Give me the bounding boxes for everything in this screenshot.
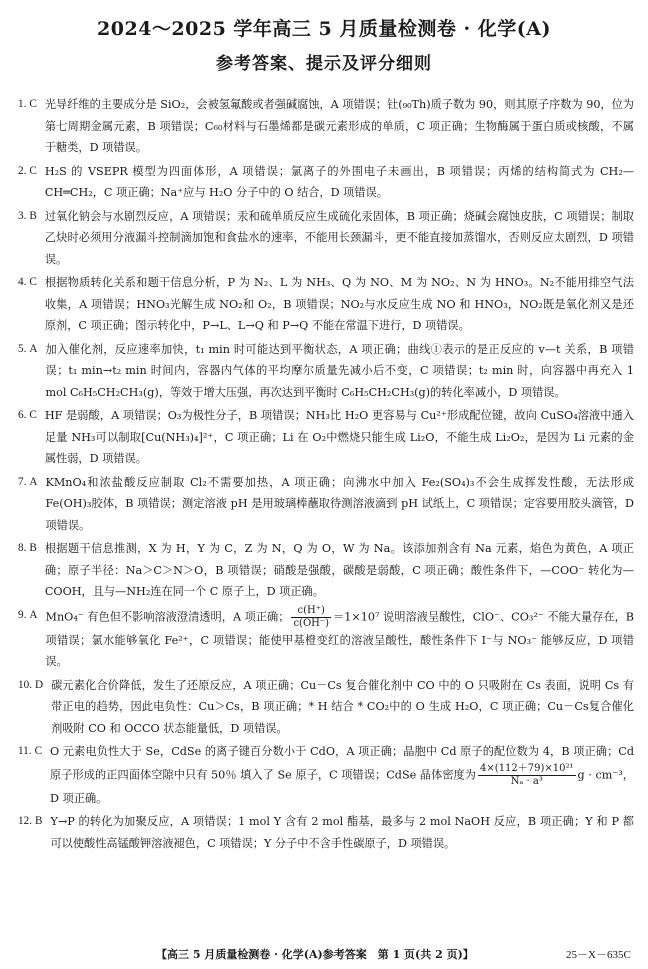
item-explanation: HF 是弱酸，A 项错误；O₃为极性分子，B 项错误；NH₃比 H₂O 更容易与 Cu²⁺形成配位键，故向 CuSO₄溶液中通入足量 NH₃可以制取[Cu(NH₃)₄]²⁺，C 项正确；Li 在 O₂中燃烧只能生成 Li₂O，不能生成 Li₂O₂，是因为 Li 元素的金属性弱，D 项错误。 <box>44 409 634 465</box>
item-number: 4. <box>18 276 27 288</box>
item-answer: B <box>29 209 37 222</box>
fraction-h-over-oh <box>291 605 331 630</box>
answer-item-2 <box>18 161 634 204</box>
page-title: 2024～2025 学年高三 5 月质量检测卷 · 化学(A) <box>97 18 551 40</box>
item-answer: A <box>29 608 38 621</box>
answer-item-9 <box>18 605 634 673</box>
item-explanation: 根据物质转化关系和题干信息分析，P 为 N₂、L 为 NH₃、Q 为 NO、M 为 NO₂、N 为 HNO₃。N₂不能用排空气法收集，A 项错误；HNO₃光解生成 NO₂和 O₂，B 项错误；NO₂与水反应生成 NO 和 HNO₃，NO₂既是氧化剂又是还原剂，C 项正确；图示转化中，P→L、L→Q 和 P→Q 不能在常温下进行，D 项错误。 <box>44 276 634 332</box>
footer-paper-code: 25－X－635C <box>566 949 631 961</box>
item-explanation: H₂S 的 VSEPR 模型为四面体形，A 项错误；氯离子的外围电子未画出，B 项错误；丙烯的结构简式为 CH₂—CH═CH₂，C 项正确；Na⁺应与 H₂O 分子中的 O 结合，D 项错误。 <box>44 164 634 199</box>
answer-item-6 <box>18 405 634 470</box>
item-answer: C <box>29 98 37 110</box>
item-explanation <box>45 605 634 673</box>
item-number: 11. <box>18 745 32 757</box>
item-answer: D <box>34 678 44 691</box>
item-number: 6. <box>18 409 27 421</box>
item-explanation: 光导纤维的主要成分是 SiO₂，会被氢氟酸或者强碱腐蚀，A 项错误；钍(₉₀Th)质子数为 90，则其原子序数为 90，位为第七周期金属元素，B 项错误；C₆₀材料与石墨烯都是碳元素形成的单质，C 项正确；生物酶属于蛋白质或核酸，不属于糖类，D 项错误。 <box>44 98 634 154</box>
answer-item-4 <box>18 272 634 337</box>
fraction-denominator: Nₐ · a³ <box>510 775 543 787</box>
fraction-denominator: c(OH⁻) <box>293 617 330 629</box>
item-explanation: KMnO₄和浓盐酸反应制取 Cl₂不需要加热，A 项正确；向沸水中加入 Fe₂(SO₄)₃不会生成挥发性酸，无法形成 Fe(OH)₃胶体，B 项错误；测定溶液 pH 是用玻璃棒蘸取待测溶液滴到 pH 试纸上，C 项错误；定容要用胶头滴管，D 项错误。 <box>45 475 634 532</box>
answer-item-1 <box>18 94 634 159</box>
item-text-part-a: O 元素电负性大于 Se，CdSe 的离子键百分数小于 CdO，A 项正确；晶胞中 Cd 原子的配位数为 4，B 项正确；Cd 原子形成的正四面体空隙中只有 50％ 填入了 Se 原子，C 项错误；CdSe 晶体密度为 <box>50 745 634 781</box>
fraction-numerator: c(H⁺) <box>291 605 331 618</box>
item-answer: C <box>29 276 37 288</box>
item-number: 8. <box>18 542 27 554</box>
item-explanation: 过氧化钠会与水剧烈反应，A 项错误；汞和硫单质反应生成硫化汞固体，B 项正确；烧碱会腐蚀皮肤，C 项错误；制取乙炔时必须用分液漏斗控制滴加饱和食盐水的速率，不能用长颈漏斗，更不能直接加蒸馏水，否则反应太剧烈，D 项错误。 <box>44 209 634 266</box>
item-number: 9. <box>18 608 27 621</box>
answer-list <box>18 94 634 856</box>
item-number: 5. <box>18 342 27 355</box>
footer-page-info: 【高三 5 月质量检测卷 · 化学(A)参考答案 第 1 页(共 2 页)】 <box>156 948 474 961</box>
item-number: 2. <box>18 164 27 177</box>
item-answer: B <box>29 542 37 554</box>
item-answer: C <box>29 164 37 177</box>
item-number: 1. <box>18 98 27 110</box>
answer-item-12 <box>18 811 634 854</box>
item-explanation: Y→P 的转化为加聚反应，A 项错误；1 mol Y 含有 2 mol 酯基，最多与 2 mol NaOH 反应，B 项正确；Y 和 P 都可以使酸性高锰酸钾溶液褪色，C 项错误；Y 分子中不含手性碳原子，D 项错误。 <box>50 815 634 850</box>
item-answer: A <box>29 475 38 488</box>
item-explanation: 碳元素化合价降低，发生了还原反应，A 项正确；Cu－Cs 复合催化剂中 CO 中的 O 只吸附在 Cs 表面，说明 Cs 有带正电的趋势，因此电负性：Cu＞Cs，B 项正确；* H 结合 * CO₂中的 O 生成 H₂O，C 项正确；Cu－Cs复合催化剂吸附 CO 和 OCCO 状态能量低，D 项错误。 <box>51 678 634 735</box>
item-answer: A <box>29 342 38 355</box>
answer-item-8 <box>18 538 634 603</box>
answer-item-7 <box>18 472 634 537</box>
fraction-numerator: 4×(112＋79)×10²¹ <box>480 762 574 774</box>
answer-item-5 <box>18 339 634 404</box>
item-text-part-a: MnO₄⁻ 有色但不影响溶液澄清透明，A 项正确； <box>45 610 290 623</box>
item-number: 7. <box>18 475 27 488</box>
item-answer: C <box>34 745 43 757</box>
item-number: 10. <box>18 678 32 691</box>
answer-item-3 <box>18 206 634 271</box>
item-number: 12. <box>18 815 32 827</box>
item-answer: C <box>29 409 37 421</box>
item-answer: B <box>34 815 43 827</box>
item-text-part-b: g · cm⁻³，D 项正确。 <box>50 768 634 805</box>
item-explanation: 根据题干信息推测，X 为 H，Y 为 C，Z 为 N，Q 为 O，W 为 Na。该添加剂含有 Na 元素，焰色为黄色，A 项正确；原子半径：Na＞C＞N＞O，B 项错误；硝酸是强酸，碳酸是弱酸，C 项正确；酸性条件下，—COO⁻ 转化为—COOH，且与—NH₂连在同一个 C 原子上，D 项正确。 <box>44 542 634 598</box>
fraction-density <box>478 763 575 788</box>
item-number: 3. <box>18 209 27 222</box>
answer-item-11 <box>18 741 634 809</box>
item-text-part-b: ＝1×10⁷ 说明溶液呈酸性，ClO⁻、CO₃²⁻ 不能大量存在，B 项错误；氯水能够氧化 Fe²⁺，C 项错误；能使甲基橙变红的溶液呈酸性，酸性条件下 I⁻与 NO₃⁻ 能够反应，D 项错误。 <box>45 610 634 668</box>
page-subtitle: 参考答案、提示及评分细则 <box>216 54 432 74</box>
item-explanation <box>50 741 634 809</box>
item-explanation: 加入催化剂，反应速率加快，t₁ min 时可能达到平衡状态，A 项正确；曲线①表示的是正反应的 v—t 关系，B 项错误；t₁ min→t₂ min 时间内，容器内气体的平均摩尔质量先减小后不变，C 项错误；t₂ min 时，向容器中再充入 1 mol C₆H₅CH₂CH₃(g)，等效于增大压强，再次达到平衡时 C₆H₅CH₂CH₃(g)的转化率减小，D 项错误。 <box>45 342 634 399</box>
answer-item-10 <box>18 675 634 740</box>
